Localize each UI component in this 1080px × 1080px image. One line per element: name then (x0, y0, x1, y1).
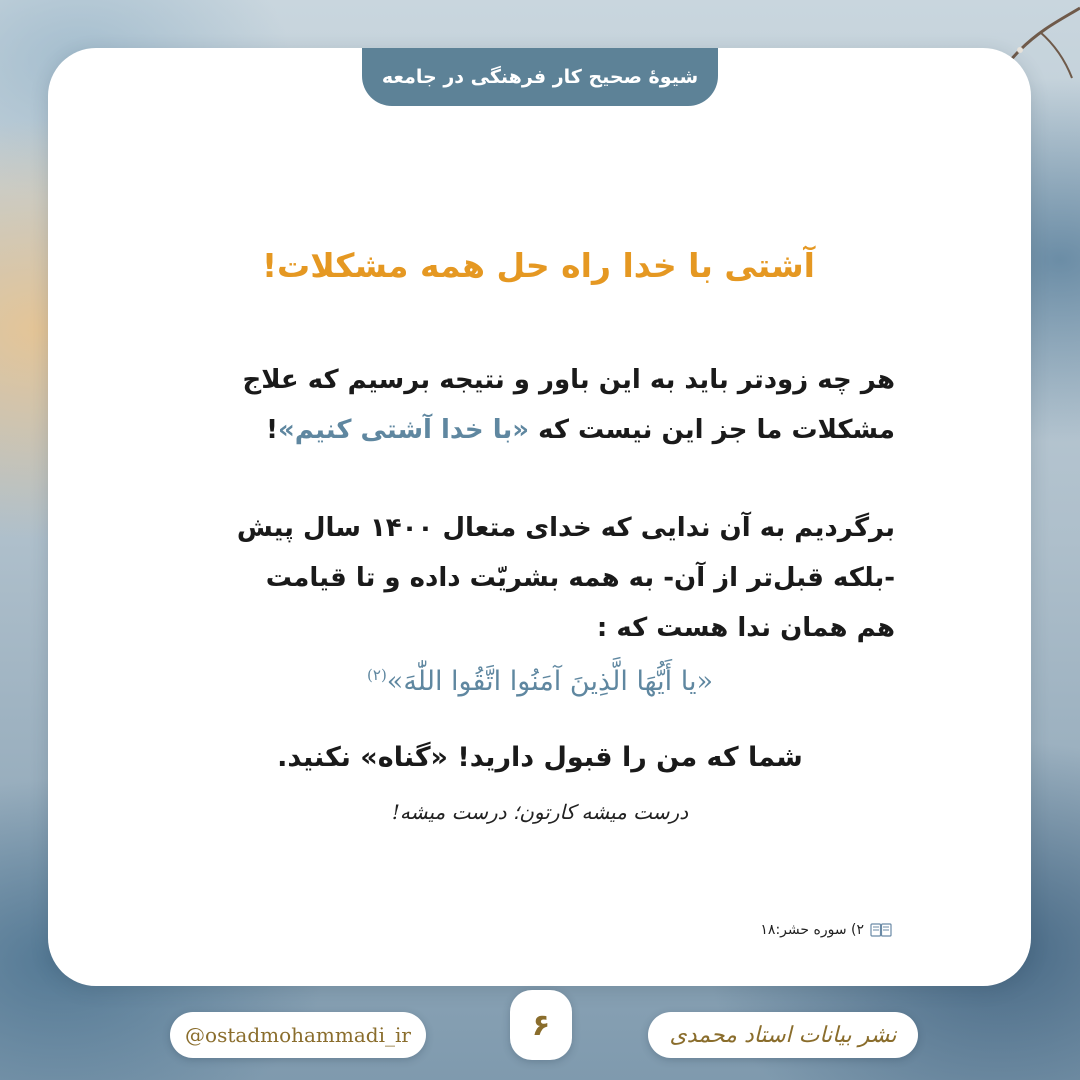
paragraph-1-line-2-text: مشکلات ما جز این نیست که (529, 415, 895, 445)
paragraph-2-line-1: برگردیم به آن ندایی که خدای متعال ۱۴۰۰ سال پیش (236, 513, 895, 543)
paragraph-1 (185, 355, 895, 455)
paragraph-2 (185, 503, 895, 653)
series-title-tab (362, 48, 718, 106)
paragraph-2-line-2: -بلکه قبل‌تر از آن- به همه بشریّت داده و تا قیامت (265, 563, 895, 593)
highlight-phrase: «با خدا آشتی کنیم» (277, 415, 530, 445)
paragraph-1-line-2 (185, 405, 895, 455)
social-handle[interactable] (170, 1012, 426, 1058)
quran-verse (300, 666, 780, 697)
series-title: شیوهٔ صحیح کار فرهنگی در جامعه (381, 66, 699, 88)
publisher-text: نشر بیانات استاد محمدی (669, 1022, 897, 1048)
emphasis-line: شما که من را قبول دارید! «گناه» نکنید. (277, 742, 803, 773)
social-handle-text: @ostadmohammadi_ir (185, 1023, 411, 1047)
paragraph-2-line-3: هم همان ندا هست که : (596, 613, 895, 643)
page-title: آشتی با خدا راه حل همه مشکلات! (261, 246, 815, 285)
publisher-logo (648, 1012, 918, 1058)
paragraph-1-line-2-end: ! (266, 415, 278, 445)
footnote (760, 922, 892, 938)
paragraph-1-line-1: هر چه زودتر باید به این باور و نتیجه برسیم که علاج (242, 365, 895, 395)
page-number (510, 990, 572, 1060)
handwritten-line: درست میشه کارتون؛ درست میشه! (391, 800, 689, 824)
open-book-icon (870, 922, 892, 938)
verse-text: «یا أَیُّهَا الَّذِینَ آمَنُوا اتَّقُوا اللّٰهَ» (386, 666, 713, 697)
page-number-text: ۶ (531, 1007, 551, 1043)
footnote-text: ۲) سوره حشر:۱۸ (760, 922, 864, 938)
verse-ref: (۲) (367, 666, 387, 684)
